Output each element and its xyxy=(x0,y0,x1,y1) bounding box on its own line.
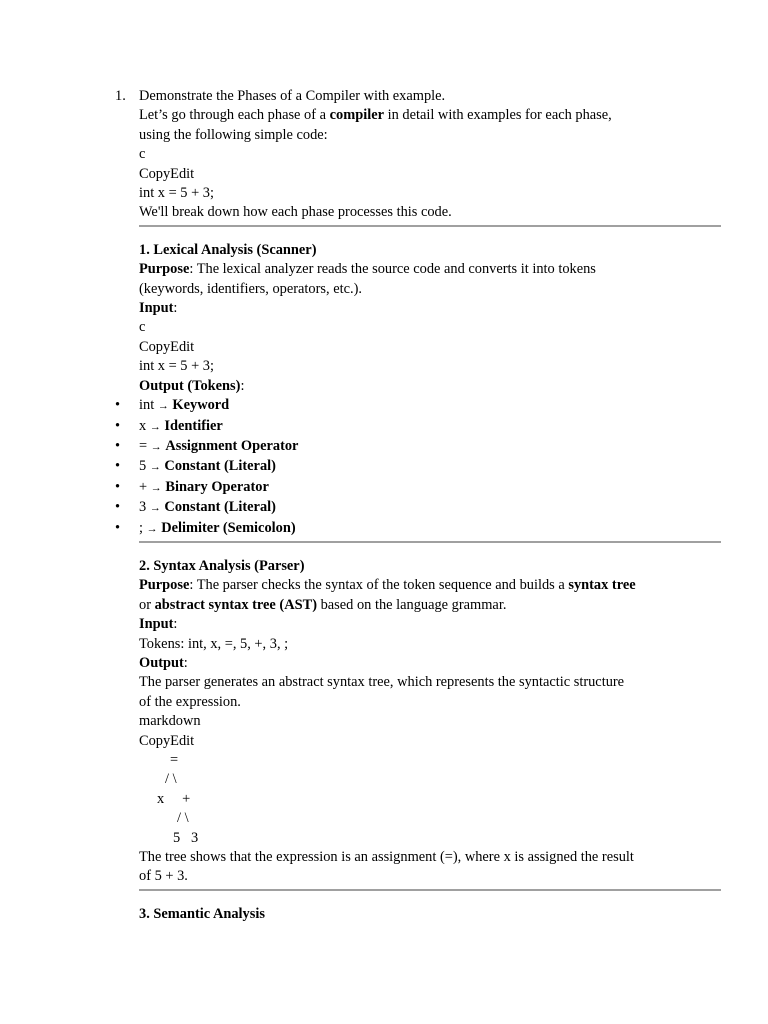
syntax-purpose-line-1: Purpose: The parser checks the syntax of the token sequence and builds a syntax tree xyxy=(139,577,636,594)
list-item: • 3 → Constant (Literal) xyxy=(139,498,721,518)
arrow-right-icon: → xyxy=(149,420,161,433)
lexical-purpose-line-1: Purpose: The lexical analyzer reads the source code and converts it into tokens xyxy=(139,261,596,278)
copy-edit-label[interactable]: CopyEdit xyxy=(139,338,195,355)
list-item: • int → Keyword xyxy=(139,396,721,416)
section-heading-semantic: 3. Semantic Analysis xyxy=(139,905,265,922)
code-language-label: c xyxy=(139,146,146,163)
arrow-right-icon: → xyxy=(146,522,158,535)
arrow-right-icon: → xyxy=(149,461,161,474)
lexical-output-label: Output (Tokens): xyxy=(139,377,245,394)
syntax-purpose-line-2: or abstract syntax tree (AST) based on the language grammar. xyxy=(139,596,507,613)
copy-edit-label[interactable]: CopyEdit xyxy=(139,165,195,182)
list-item: • x → Identifier xyxy=(139,417,721,437)
lexical-purpose-line-2: (keywords, identifiers, operators, etc.). xyxy=(139,280,362,297)
bullet-icon: • xyxy=(115,397,121,414)
syntax-explain-line-1: The tree shows that the expression is an assignment (=), where x is assigned the result xyxy=(139,849,634,866)
code-language-label: markdown xyxy=(139,713,201,730)
compiler-bold: compiler xyxy=(329,107,384,124)
bullet-icon: • xyxy=(115,417,121,434)
question-line xyxy=(115,87,721,106)
section-heading-lexical: 1. Lexical Analysis (Scanner) xyxy=(139,241,317,258)
tree-line: = xyxy=(170,752,179,768)
syntax-output-line-2: of the expression. xyxy=(139,693,241,710)
lexical-input-label: Input: xyxy=(139,300,178,317)
section-heading-syntax: 2. Syntax Analysis (Parser) xyxy=(139,557,305,574)
code-line: int x = 5 + 3; xyxy=(139,185,214,202)
copy-edit-label[interactable]: CopyEdit xyxy=(139,732,195,749)
bullet-icon: • xyxy=(115,437,121,454)
syntax-output-line-1: The parser generates an abstract syntax tree, which represents the syntactic structure xyxy=(139,674,625,691)
syntax-output-label: Output: xyxy=(139,654,188,671)
tree-line: x + xyxy=(157,790,191,807)
code-language-label: c xyxy=(139,319,146,336)
tokens-line: Tokens: int, x, =, 5, +, 3, ; xyxy=(139,635,289,652)
bullet-icon: • xyxy=(115,458,121,475)
list-item: • 5 → Constant (Literal) xyxy=(139,457,721,477)
arrow-right-icon: → xyxy=(157,400,169,413)
arrow-right-icon: → xyxy=(149,502,161,515)
arrow-right-icon: → xyxy=(150,440,162,453)
list-item: • ; → Delimiter (Semicolon) xyxy=(139,519,721,539)
bullet-icon: • xyxy=(115,499,121,516)
document-content xyxy=(115,87,721,924)
bullet-icon: • xyxy=(115,478,121,495)
syntax-explain-line-2: of 5 + 3. xyxy=(139,868,188,885)
intro-closing: We'll break down how each phase processes this code. xyxy=(139,204,452,221)
tree-line: / \ xyxy=(177,810,189,827)
tree-line: 5 3 xyxy=(173,829,199,846)
intro-description-line-2: using the following simple code: xyxy=(139,126,328,143)
tree-line: / \ xyxy=(165,771,177,788)
intro-description-line-1: Let’s go through each phase of a compiler in detail with examples for each phase, xyxy=(139,107,612,124)
list-item-number: 1. xyxy=(115,88,126,104)
arrow-right-icon: → xyxy=(150,481,162,494)
list-item: • + → Binary Operator xyxy=(139,478,721,498)
question-text: Demonstrate the Phases of a Compiler with example. xyxy=(139,88,446,104)
bullet-icon: • xyxy=(115,519,121,536)
code-line: int x = 5 + 3; xyxy=(139,358,214,375)
list-item: • = → Assignment Operator xyxy=(139,437,721,457)
syntax-input-label: Input: xyxy=(139,616,178,633)
